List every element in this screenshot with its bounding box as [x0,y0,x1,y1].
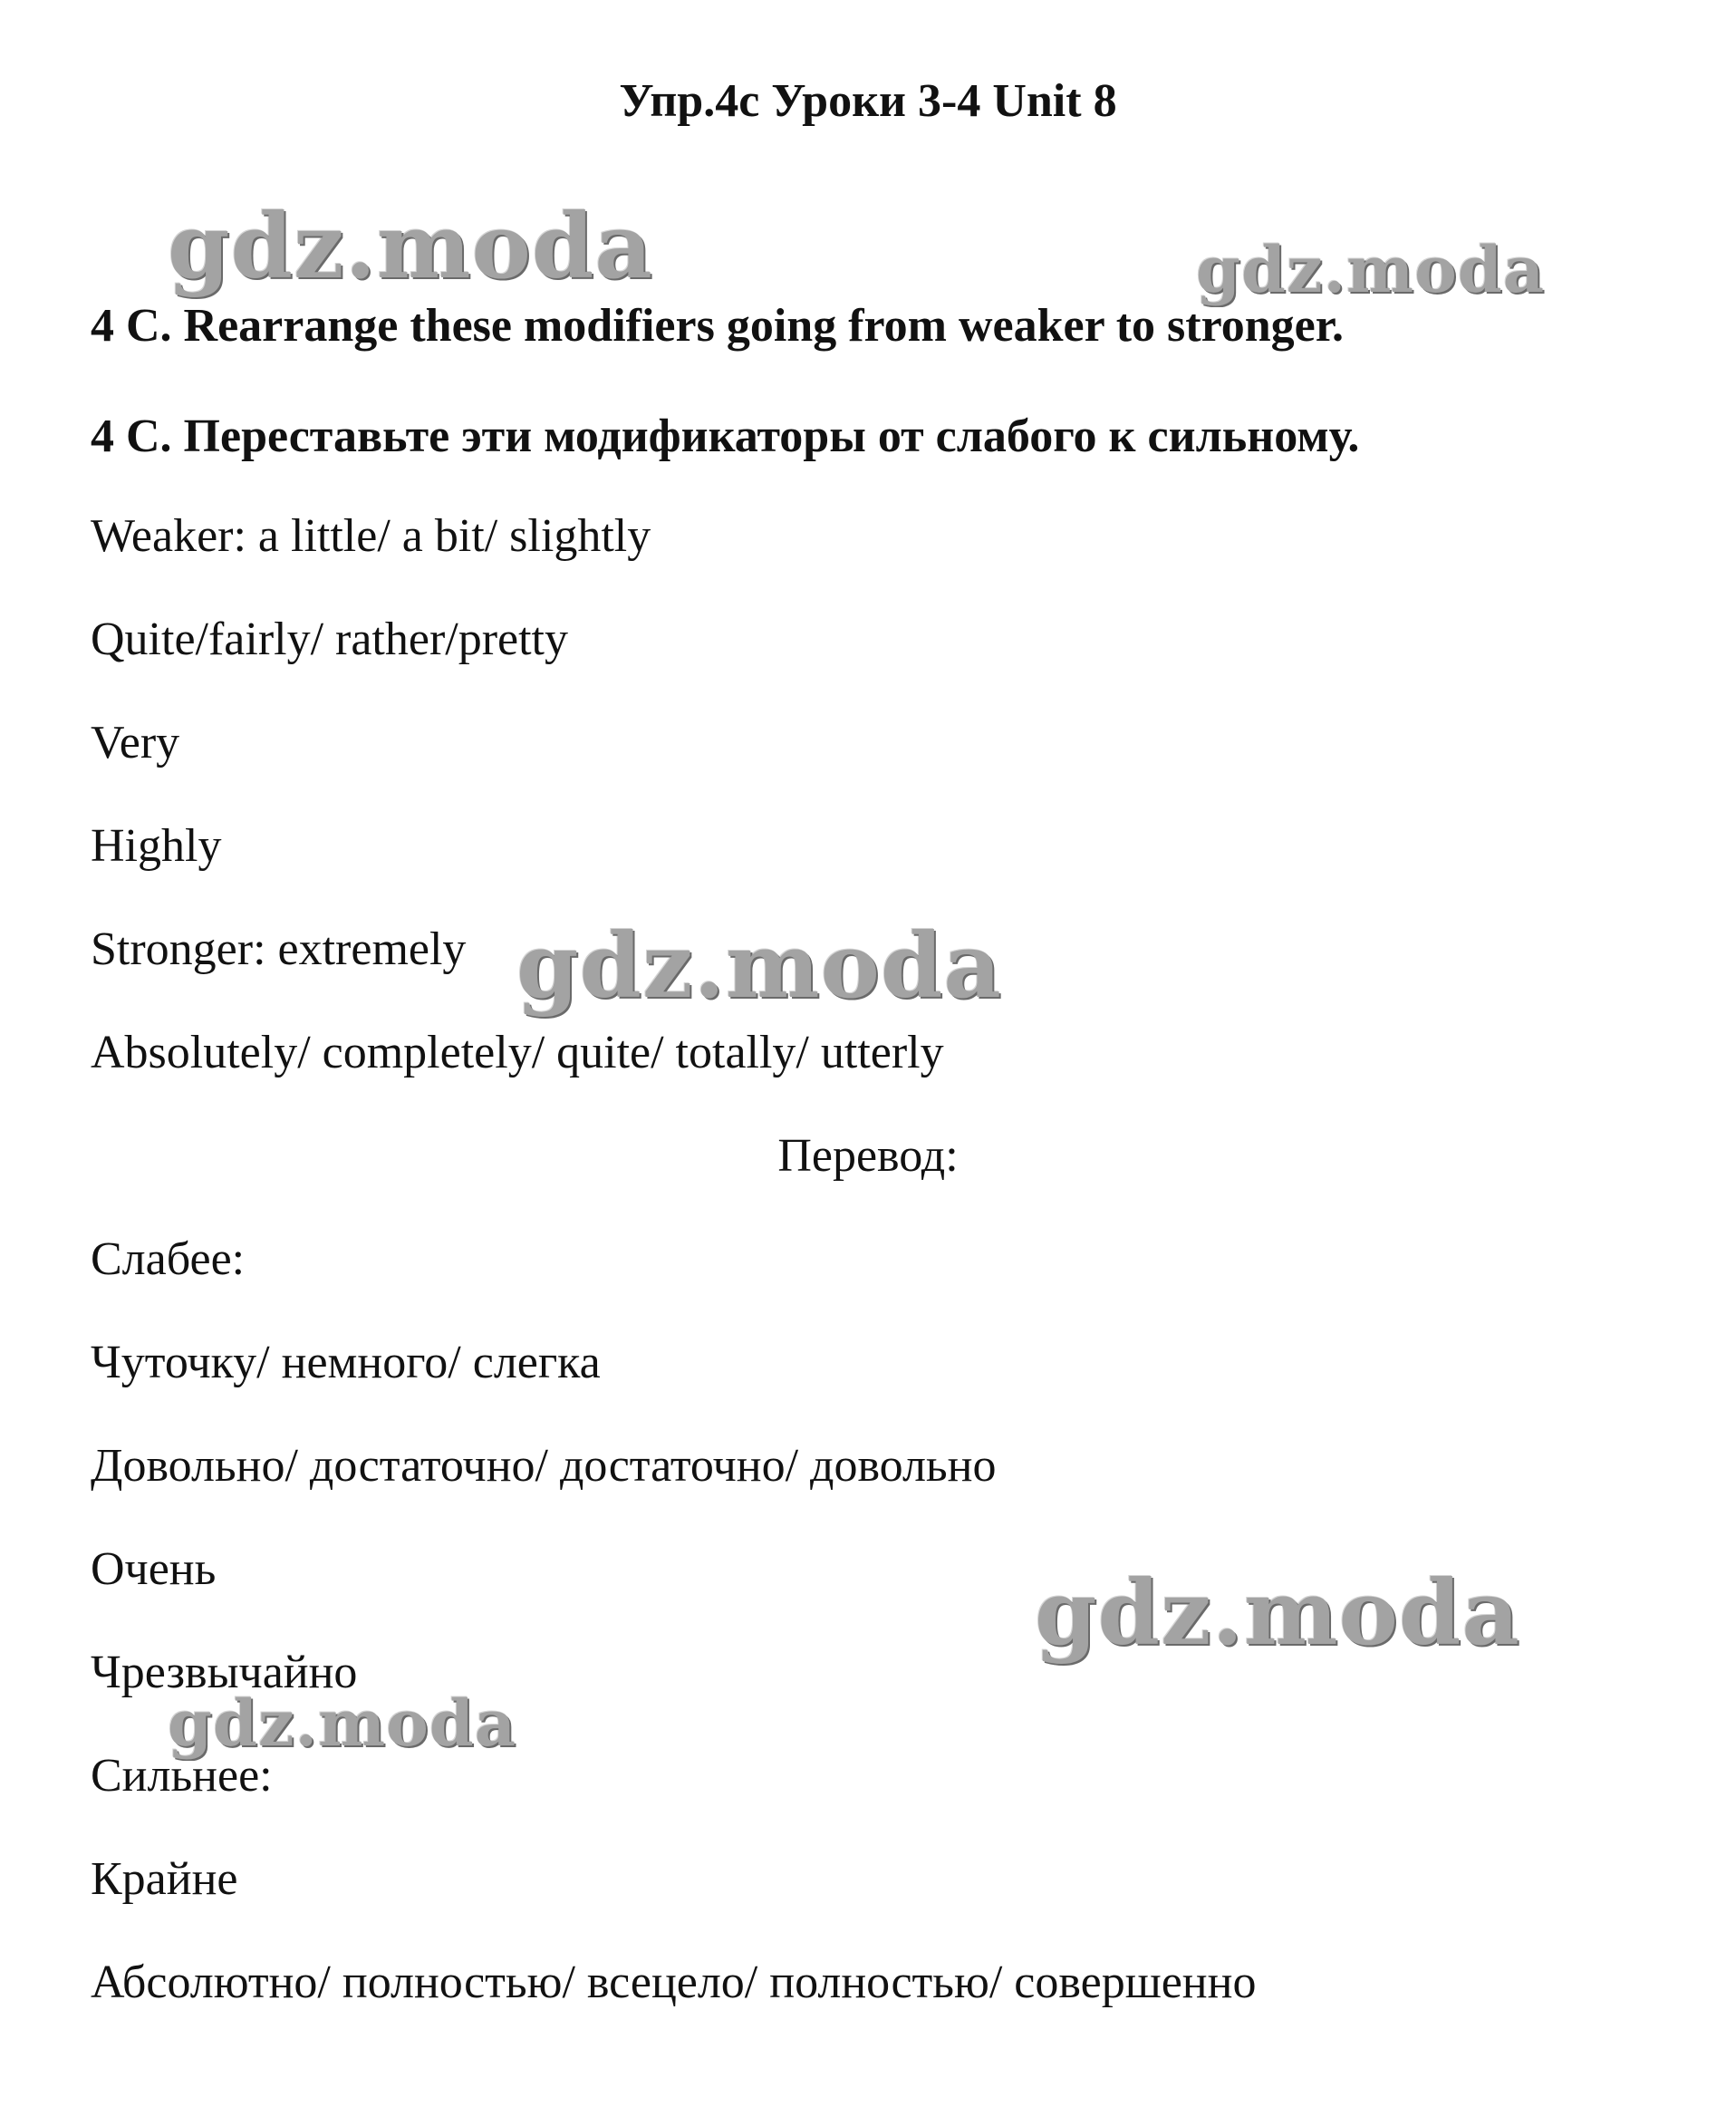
watermark-logo: gdz.moda [516,914,1002,1019]
exercise-heading-russian: 4 C. Переставьте эти модификаторы от слабого к сильному. [91,411,1360,462]
watermark-logo: gdz.moda [168,195,653,299]
answer-line-stronger: Stronger: extremely [91,923,467,975]
watermark-logo: gdz.moda [1035,1561,1520,1666]
page-title: Упр.4с Уроки 3-4 Unit 8 [619,75,1117,127]
translation-line-little: Чуточку/ немного/ слегка [91,1337,601,1388]
translation-line-extreme: Крайне [91,1853,238,1905]
answer-line-quite: Quite/fairly/ rather/pretty [91,614,569,665]
translation-line-stronger: Сильнее: [91,1750,273,1802]
translation-line-weaker: Слабее: [91,1233,246,1285]
translation-line-extremely: Чрезвычайно [91,1647,358,1698]
translation-line-very: Очень [91,1543,217,1595]
watermark-logo: gdz.moda [168,1686,517,1761]
translation-line-absolutely: Абсолютно/ полностью/ всецело/ полностью/ совершенно [91,1957,1257,2008]
exercise-heading-english: 4 C. Rearrange these modifiers going from weaker to stronger. [91,300,1345,352]
answer-line-very: Very [91,717,180,768]
translation-label: Перевод: [777,1130,959,1182]
answer-line-highly: Highly [91,820,222,872]
translation-line-quite: Довольно/ достаточно/ достаточно/ довольно [91,1440,997,1492]
watermark-logo: gdz.moda [1196,232,1546,307]
answer-line-absolutely: Absolutely/ completely/ quite/ totally/ utterly [91,1027,944,1078]
answer-line-weaker: Weaker: a little/ a bit/ slightly [91,510,651,562]
